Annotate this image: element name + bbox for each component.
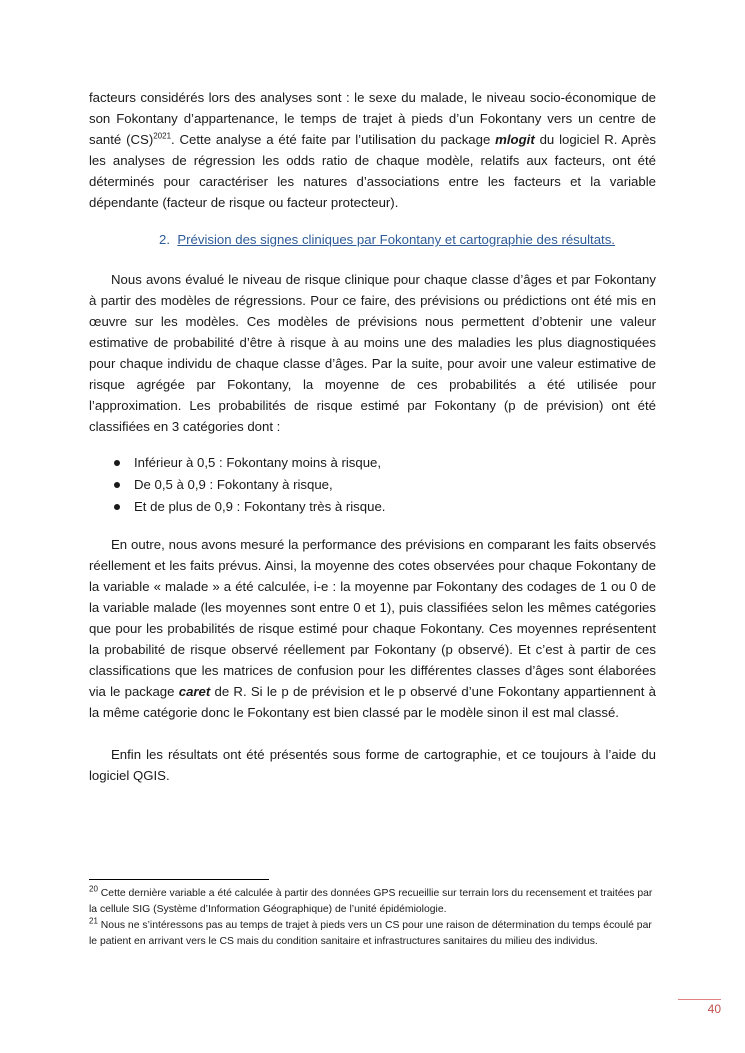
paragraph-intro (89, 87, 656, 213)
page-number-rule (678, 999, 721, 1000)
performance-text-2: de R. Si le p de prévision et le p observé d’une Fokontany appartiennent à la même catégorie donc le Fokontany est bien classé par le modèle sinon il est mal classé. (89, 684, 656, 720)
paragraph-performance (89, 534, 656, 723)
bullet-icon (114, 460, 120, 466)
paragraph-methods: Nous avons évalué le niveau de risque clinique pour chaque classe d’âges et par Fokontany à partir des modèles de régressions. Pour ce faire, des prévisions ou prédictions ont été mis en œuvre sur les modèles. Ces modèles de prévisions nous permettent d’obtenir une valeur estimative de probabilité d’être à risque à au moins une des maladies les plus diagnostiquées pour chaque individu de chaque classe d’âges. Par la suite, pour avoir une valeur estimative de risque agrégée par Fokontany, la moyenne de ces probabilités a été utilisée pour l’approximation. Les probabilités de risque estimé par Fokontany (p de prévision) ont été classifiées en 3 catégories dont : (89, 272, 656, 434)
footnote-refs[interactable]: 2021 (153, 131, 172, 141)
section-heading (159, 232, 615, 247)
footnotes (89, 886, 656, 950)
section-title-link[interactable]: Prévision des signes cliniques par Fokontany et cartographie des résultats. (177, 232, 615, 247)
risk-category-list (112, 452, 385, 518)
paragraph-results: Enfin les résultats ont été présentés sous forme de cartographie, et ce toujours à l’aide du logiciel QGIS. (89, 747, 656, 783)
intro-text-1: facteurs considérés lors des analyses sont : le sexe du malade, le niveau socio-économique de son Fokontany d’appartenance, le temps de trajet à pieds d’un Fokontany vers un centre de santé (CS) (89, 90, 656, 147)
footnote-21: $^{21}$ Nous ne s’intéressons pas au temps de trajet à pieds vers un CS pour une raison de détermination du temps écoulé par le patient en arrivant vers le CS mais du condition sanitaire et infrastructures sanitaires du milieu des individus. (89, 916, 652, 947)
list-item: Inférieur à 0,5 : Fokontany moins à risque, (112, 452, 385, 474)
package-caret: caret (178, 684, 211, 699)
footnote-separator (89, 879, 269, 880)
section-number: 2. (159, 232, 170, 247)
intro-text-3: du logiciel R. Après les analyses de régression les odds ratio de chaque modèle, relatifs aux facteurs, ont été déterminés pour caractériser les natures d’associations entre les facteurs et la variable dépendante (facteur de risque ou facteur protecteur). (89, 132, 657, 210)
package-mlogit: mlogit (495, 132, 535, 147)
bullet-icon (114, 482, 120, 488)
page-number: 40 (707, 1002, 721, 1016)
list-item: Et de plus de 0,9 : Fokontany très à risque. (112, 496, 385, 518)
performance-text-1: En outre, nous avons mesuré la performance des prévisions en comparant les faits observés réellement et les faits prévus. Ainsi, la moyenne des cotes observées pour chaque Fokontany de la variable « malade » a été calculée, i-e : la moyenne par Fokontany des codages de 1 ou 0 de la variable malade (les moyennes sont entre 0 et 1), puis classifiées selon les mêmes catégories que pour les probabilités de risque estimé pour chaque Fokontany. Ces moyennes représentent la probabilité de risque observé réellement par Fokontany (p observé). Et c’est à partir de ces classifications que les matrices de confusion pour les différentes classes d’âges sont élaborées via le package (89, 537, 656, 699)
footnote-20: $^{20}$ Cette dernière variable a été calculée à partir des données GPS recueillie sur terrain lors du recensement et traitées par la cellule SIG (Système d’Information Géographique) de l’unité épidémiologie. (89, 884, 653, 915)
bullet-icon (114, 504, 120, 510)
list-item: De 0,5 à 0,9 : Fokontany à risque, (112, 474, 385, 496)
intro-text-2: . Cette analyse a été faite par l’utilisation du package (171, 132, 496, 147)
